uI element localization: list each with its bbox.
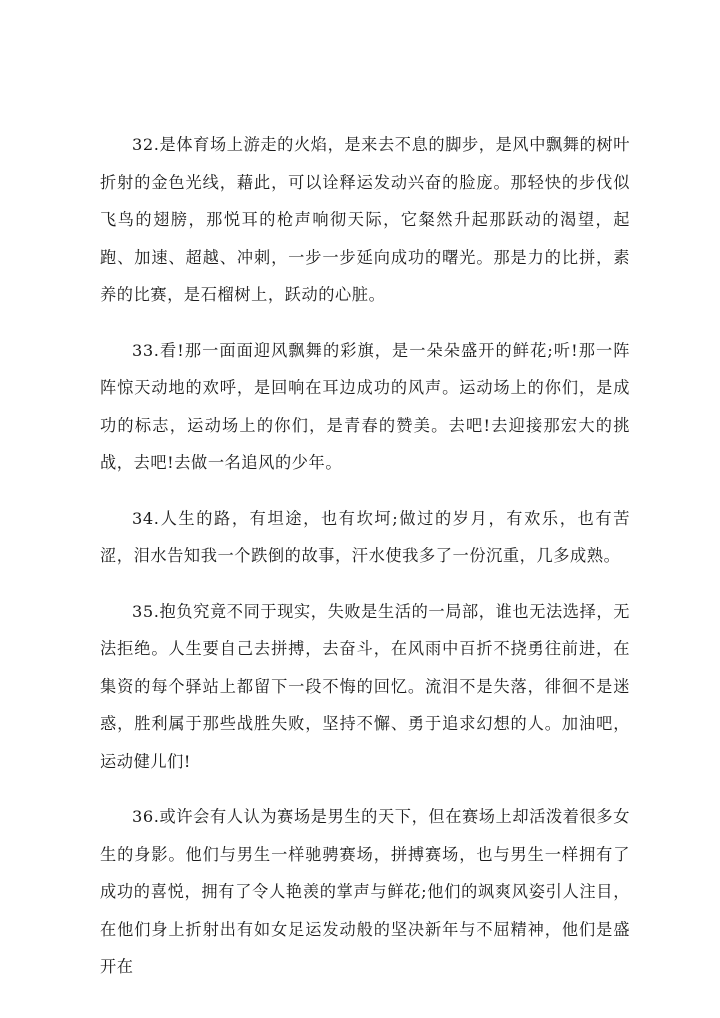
paragraph-33: 33.看!那一面面迎风飘舞的彩旗，是一朵朵盛开的鲜花;听!那一阵阵惊天动地的欢呼，是回响在耳边成功的风声。运动场上的你们，是成功的标志，运动场上的你们，是青春的赞美。去吧!去迎接那宏大的挑战，去吧!去做一名追风的少年。 (100, 340, 630, 472)
paragraph-32: 32.是体育场上游走的火焰，是来去不息的脚步，是风中飘舞的树叶折射的金色光线，藉此，可以诠释运发动兴奋的脸庞。那轻快的步伐似飞鸟的翅膀，那悦耳的枪声响彻天际，它粲然升起那跃动的渴望，起跑、加速、超越、冲刺，一步一步延向成功的曙光。那是力的比拼，素养的比赛，是石榴树上，跃动的心脏。 (100, 135, 630, 304)
paragraph-34: 34.人生的路，有坦途，也有坎坷;做过的岁月，有欢乐，也有苦涩，泪水告知我一个跌倒的故事，汗水使我多了一份沉重，几多成熟。 (100, 508, 630, 565)
paragraph-36: 36.或许会有人认为赛场是男生的天下，但在赛场上却活泼着很多女生的身影。他们与男生一样驰骋赛场，拼搏赛场，也与男生一样拥有了成功的喜悦，拥有了令人艳羡的掌声与鲜花;他们的飒爽风姿引人注目，在他们身上折射出有如女足运发动般的坚决新年与不屈精神，他们是盛开在 (100, 807, 630, 976)
paragraph-35: 35.抱负究竟不同于现实，失败是生活的一局部，谁也无法选择，无法拒绝。人生要自己去拼搏，去奋斗，在风雨中百折不挠勇往前进，在集资的每个驿站上都留下一段不悔的回忆。流泪不是失落，徘徊不是迷惑，胜利属于那些战胜失败，坚持不懈、勇于追求幻想的人。加油吧，运动健儿们! (100, 601, 630, 771)
document-body (100, 126, 630, 1004)
